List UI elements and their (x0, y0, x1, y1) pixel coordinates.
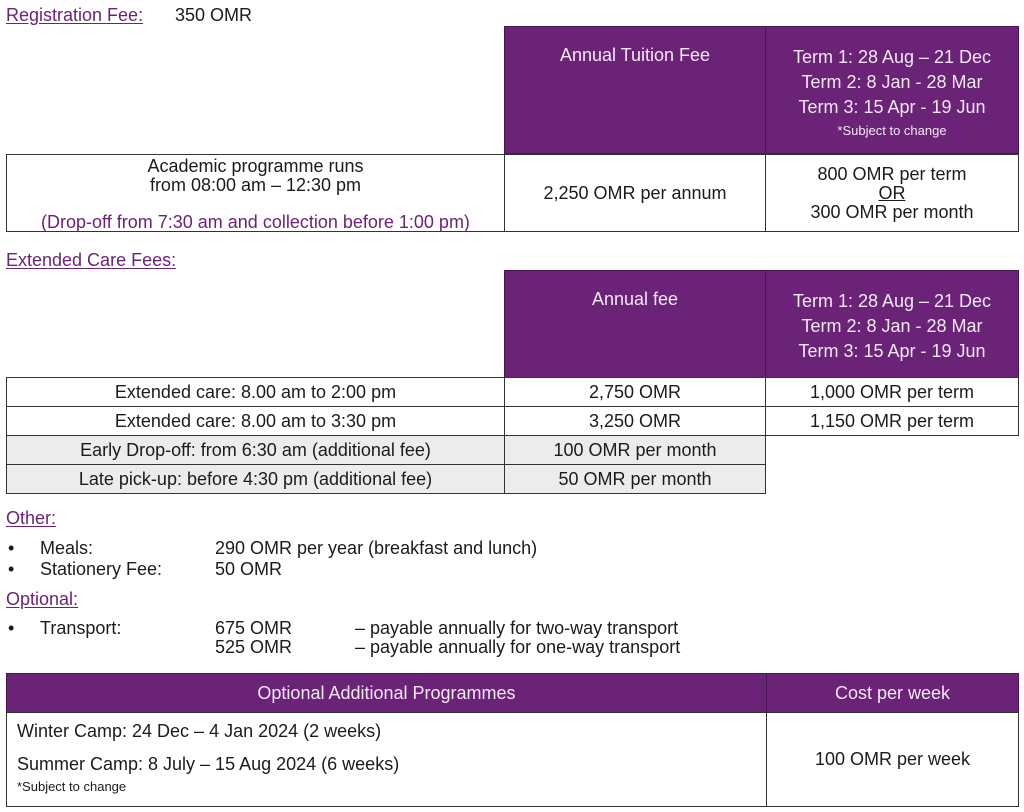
extended-row-fee (504, 377, 766, 407)
extended-row-term (765, 377, 1019, 407)
tuition-row-description (6, 154, 505, 232)
extended-row-term-text: 1,150 OMR per term (809, 410, 975, 431)
ext-term-3-label: Term 3: 15 Apr - 19 Jun (798, 341, 986, 361)
winter-camp-text: Winter Camp: 24 Dec – 4 Jan 2024 (2 weeks) (17, 721, 382, 741)
late-pickup-fee (504, 464, 766, 494)
term-1-label: Term 1: 28 Aug – 21 Dec (792, 47, 992, 67)
programmes-note: *Subject to change (17, 779, 127, 794)
registration-label: Registration Fee: (6, 5, 144, 25)
subject-to-change-note: *Subject to change (837, 123, 947, 138)
meals-value: 290 OMR per year (breakfast and lunch) (215, 538, 538, 558)
transport-one-way-amount: 525 OMR (215, 637, 293, 657)
ext-term-1-label: Term 1: 28 Aug – 21 Dec (792, 291, 992, 311)
tuition-row-fee (504, 154, 766, 232)
tuition-header-terms (765, 26, 1019, 154)
early-dropoff-fee (504, 435, 766, 465)
programme-hours-line2: from 08:00 am – 12:30 pm (149, 175, 362, 195)
extended-row-fee-text: 2,750 OMR (588, 381, 682, 402)
or-label: OR (878, 182, 906, 203)
transport-two-way-note: – payable annually for two-way transport (355, 618, 679, 638)
per-month-value: 300 OMR per month (810, 201, 974, 222)
extended-row-term (765, 406, 1019, 436)
extended-header-terms (765, 270, 1019, 378)
stationery-label: Stationery Fee: (40, 559, 163, 579)
registration-value: 350 OMR (175, 5, 253, 25)
extended-header-fee (504, 270, 766, 378)
transport-two-way-amount: 675 OMR (215, 618, 293, 638)
programmes-cost-cell (766, 712, 1019, 807)
summer-camp-text: Summer Camp: 8 July – 15 Aug 2024 (6 weeks) (17, 754, 400, 774)
programmes-header-right (766, 673, 1019, 713)
programmes-header-left-label: Optional Additional Programmes (257, 682, 516, 703)
other-heading: Other: (6, 508, 57, 528)
meals-label: Meals: (40, 538, 94, 558)
optional-heading: Optional: (6, 589, 79, 609)
extended-header-fee-label: Annual fee (591, 289, 679, 309)
late-pickup-fee-text: 50 OMR per month (558, 468, 712, 489)
transport-label: Transport: (40, 618, 122, 638)
extended-row-fee-text: 3,250 OMR (588, 410, 682, 431)
annual-tuition-value: 2,250 OMR per annum (543, 182, 727, 203)
term-2-label: Term 2: 8 Jan - 28 Mar (801, 72, 983, 92)
bullet-icon: • (8, 538, 15, 558)
programmes-list-cell (6, 712, 767, 807)
stationery-value: 50 OMR (215, 559, 283, 579)
tuition-header-fee (504, 26, 766, 154)
extended-row-fee (504, 406, 766, 436)
programmes-header-right-label: Cost per week (834, 682, 951, 703)
tuition-header-fee-label: Annual Tuition Fee (559, 45, 711, 65)
early-dropoff-desc-text: Early Drop-off: from 6:30 am (additional fee) (80, 439, 431, 460)
drop-off-note: (Drop-off from 7:30 am and collection before 1:00 pm) (41, 212, 470, 232)
extended-row-desc-text: Extended care: 8.00 am to 2:00 pm (114, 381, 397, 402)
extended-row-term-text: 1,000 OMR per term (809, 381, 975, 402)
programmes-header-left (6, 673, 767, 713)
late-pickup-desc-text: Late pick-up: before 4:30 pm (additional fee) (78, 468, 433, 489)
transport-one-way-note: – payable annually for one-way transport (355, 637, 681, 657)
late-pickup-desc (6, 464, 505, 494)
extended-row-desc (6, 406, 505, 436)
early-dropoff-fee-text: 100 OMR per month (553, 439, 717, 460)
programme-hours-line1: Academic programme runs (147, 156, 364, 176)
programmes-cost-value: 100 OMR per week (814, 749, 971, 770)
early-dropoff-desc (6, 435, 505, 465)
term-3-label: Term 3: 15 Apr - 19 Jun (798, 97, 986, 117)
tuition-row-term-fee (765, 154, 1019, 232)
extended-row-desc (6, 377, 505, 407)
per-term-value: 800 OMR per term (817, 163, 967, 184)
bullet-icon: • (8, 559, 15, 579)
extended-row-desc-text: Extended care: 8.00 am to 3:30 pm (114, 410, 397, 431)
bullet-icon: • (8, 618, 15, 638)
ext-term-2-label: Term 2: 8 Jan - 28 Mar (801, 316, 983, 336)
extended-care-heading: Extended Care Fees: (6, 250, 177, 270)
